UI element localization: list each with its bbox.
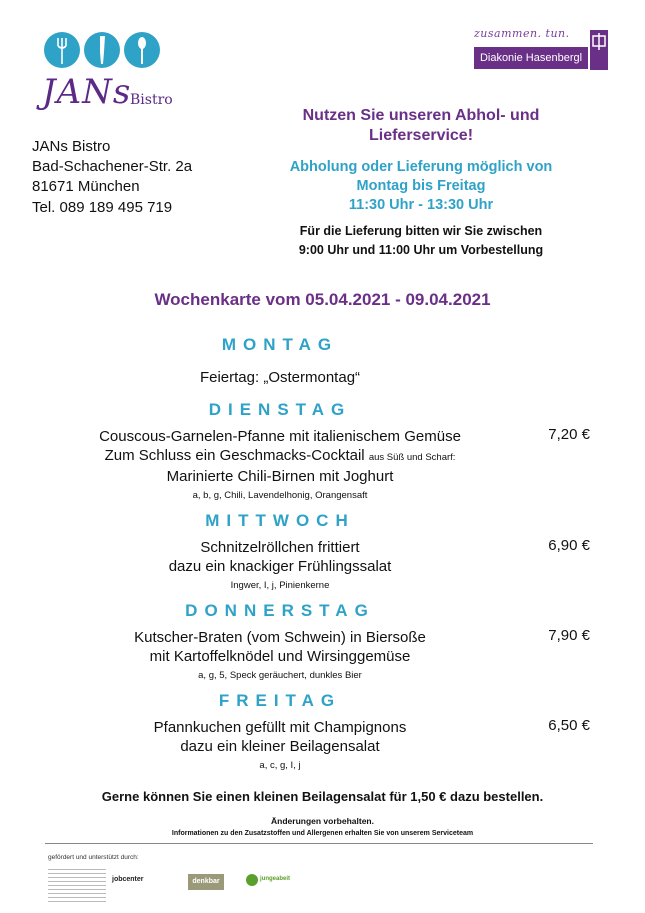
service-title: Nutzen Sie unseren Abhol- und Lieferservice! [302,107,540,144]
address-city: 81671 München [32,178,140,195]
sponsor-text-logo [48,866,106,902]
diakonie-cross-icon [590,30,608,70]
sponsor-jobcenter: jobcenter [112,876,144,883]
mittwoch-price: 6,90 € [548,537,590,554]
address-street: Bad-Schachener-Str. 2a [32,158,193,175]
logo-subtitle: Bistro [130,92,173,108]
salad-note: Gerne können Sie einen kleinen Beilagensalat für 1,50 € dazu bestellen. [101,789,544,804]
mittwoch-dish: Schnitzelröllchen frittiert dazu ein knackiger Frühlingssalat Ingwer, I, j, Pinienkerne [40,538,520,595]
sponsor-denkbar: denkbar [188,874,224,890]
dienstag-price: 7,20 € [548,426,590,443]
address-phone: Tel. 089 189 495 719 [32,199,173,216]
bistro-logo-circles [42,28,162,72]
footer-divider [45,843,593,844]
partner-tagline: zusammen. tun. [474,27,570,40]
changes-note: Änderungen vorbehalten. [271,816,374,826]
donnerstag-allergens: a, g, 5, Speck geräuchert, dunkles Bier [198,670,362,681]
sponsors-label: gefördert und unterstützt durch: [48,854,139,861]
day-heading-freitag: FREITAG [218,691,342,710]
freitag-allergens: a, c, g, I, j [259,760,301,771]
address-name: JANs Bistro [32,138,111,155]
dienstag-allergens: a, b, g, Chili, Lavendelhonig, Orangensaft [192,490,368,501]
day-heading-mittwoch: MITTWOCH [205,511,355,530]
day-heading-dienstag: DIENSTAG [208,400,352,419]
donnerstag-dish: Kutscher-Braten (vom Schwein) in Biersoße mit Kartoffelknödel und Wirsinggemüse a, g, 5, Speck geräuchert, dunkles Bier [40,628,520,685]
mittwoch-allergens: Ingwer, I, j, Pinienkerne [230,580,330,591]
montag-note: Feiertag: „Ostermontag“ [199,369,361,386]
sponsor-circle-icon [246,874,258,886]
sponsor-jungeabeit: jungeabeit [260,876,291,882]
partner-name: Diakonie Hasenbergl [474,47,588,69]
week-title: Wochenkarte vom 05.04.2021 - 09.04.2021 [154,290,491,309]
dienstag-dish: Couscous-Garnelen-Pfanne mit italienischem Gemüse Zum Schluss ein Geschmacks-Cocktail aus Süß und Scharf: Marinierte Chili-Birnen mit Joghurt a, b, g, Chili, Lavendelhonig, Orangensaft [40,427,520,505]
day-heading-montag: MONTAG [221,335,339,354]
day-heading-donnerstag: DONNERSTAG [185,601,375,620]
freitag-price: 6,50 € [548,717,590,734]
allergen-info-note: Informationen zu den Zusatzstoffen und Allergenen erhalten Sie von unserem Serviceteam [171,830,474,837]
logo-name: JANs [42,72,132,112]
freitag-dish: Pfannkuchen gefüllt mit Champignons dazu ein kleiner Beilagensalat a, c, g, I, j [40,718,520,775]
service-hours: Abholung oder Lieferung möglich von Montag bis Freitag 11:30 Uhr - 13:30 Uhr [289,159,553,213]
delivery-note: Für die Lieferung bitten wir Sie zwischen 9:00 Uhr und 11:00 Uhr um Vorbestellung [298,224,544,257]
donnerstag-price: 7,90 € [548,627,590,644]
